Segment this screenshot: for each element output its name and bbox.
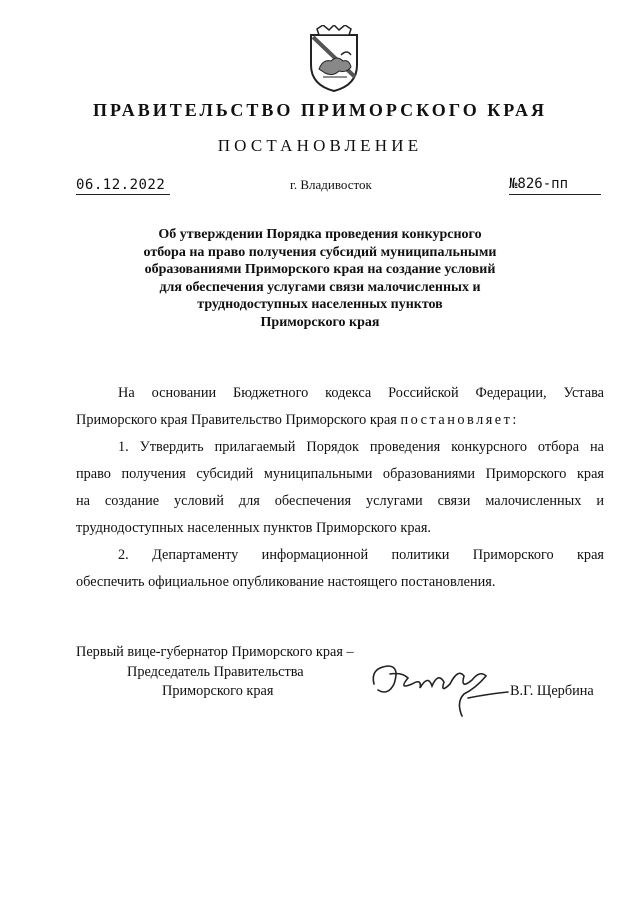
paragraph-line: На основании Бюджетного кодекса Российской Федерации, Устава (118, 385, 604, 401)
heading-line: труднодоступных населенных пунктов (197, 297, 443, 312)
document-type: ПОСТАНОВЛЕНИЕ (217, 136, 423, 155)
heading-line: Приморского края (260, 314, 380, 330)
document-date: 06.12.2022 (76, 177, 166, 193)
heading-line: образованиями Приморского края на создание условий (144, 262, 496, 277)
paragraph-text: Приморского края Правительство Приморского края (76, 412, 397, 428)
document-body (76, 380, 604, 596)
paragraph-line: 2. Департаменту информационной политики Приморского края (118, 547, 604, 563)
paragraph-line: на создание условий для обеспечения услугами связи малочисленных и (76, 493, 604, 509)
document-heading (120, 226, 520, 331)
resolves-word: постановляет: (400, 412, 519, 428)
signatory-name: В.Г. Щербина (510, 683, 594, 699)
signatory-role-line-1: Первый вице-губернатор Приморского края – (76, 644, 354, 660)
paragraph-line: 1. Утвердить прилагаемый Порядок проведения конкурсного отбора на (118, 439, 604, 455)
heading-line: для обеспечения услугами связи малочисленных и (159, 279, 481, 295)
date-underline (76, 194, 170, 195)
heading-line: Об утверждении Порядка проведения конкурсного (158, 227, 482, 242)
signatory-role-line-2: Председатель Правительства (127, 664, 304, 680)
paragraph-line: труднодоступных населенных пунктов Приморского края. (76, 520, 431, 536)
organization-title: ПРАВИТЕЛЬСТВО ПРИМОРСКОГО КРАЯ (93, 100, 547, 120)
document-number: №826-пп (509, 176, 569, 192)
handwritten-signature-icon (368, 654, 518, 720)
coat-of-arms-icon (303, 25, 365, 93)
paragraph-line: обеспечить официальное опубликование настоящего постановления. (76, 574, 496, 590)
document-city: г. Владивосток (290, 177, 372, 192)
number-underline (509, 194, 601, 195)
paragraph-line (76, 407, 604, 434)
signatory-role-line-3: Приморского края (162, 683, 274, 699)
paragraph-line: право получения субсидий муниципальными образованиями Приморского края (76, 466, 604, 482)
heading-line: отбора на право получения субсидий муниципальными (143, 244, 497, 260)
